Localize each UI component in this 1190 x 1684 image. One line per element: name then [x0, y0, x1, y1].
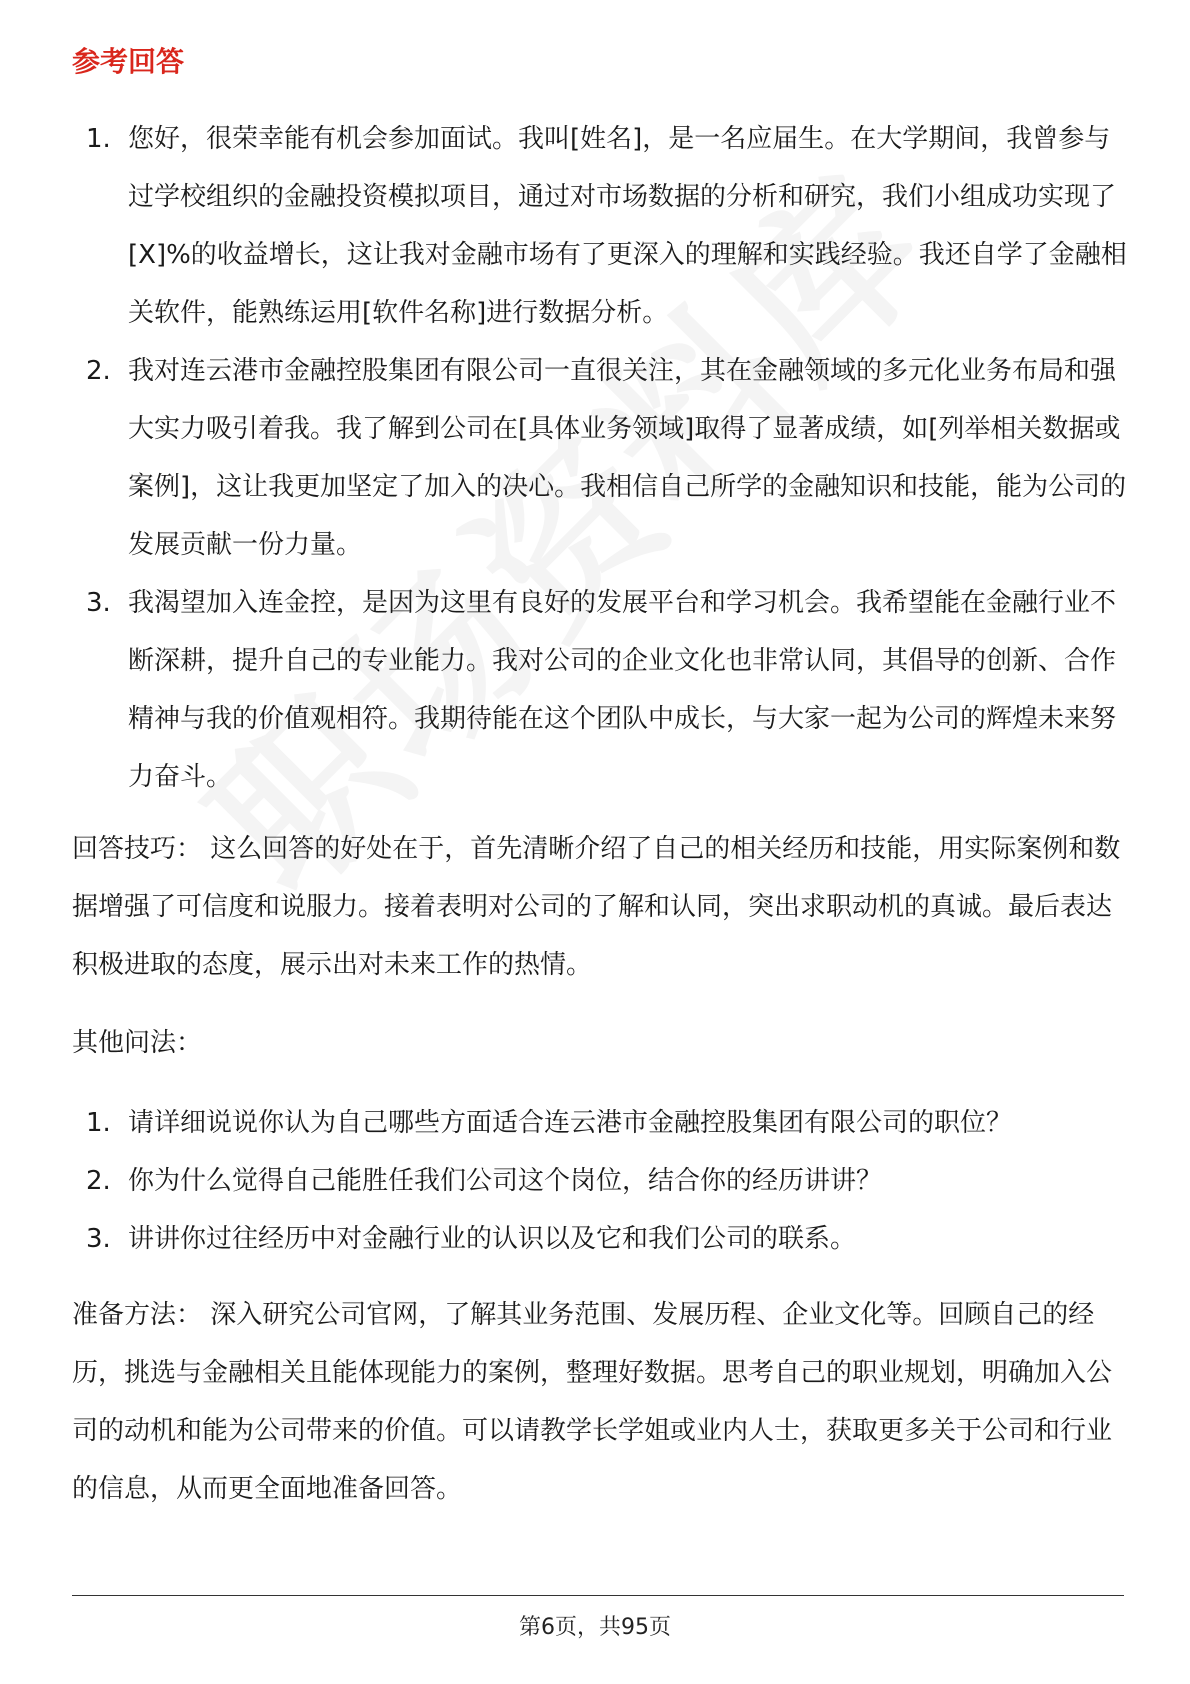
list-item-text: 我渴望加入连金控，是因为这里有良好的发展平台和学习机会。我希望能在金融行业不断深耕，提升自己的专业能力。我对公司的企业文化也非常认同，其倡导的创新、合作精神与我的价值观相符。我期待能在这个团队中成长，与大家一起为公司的辉煌未来努力奋斗。	[128, 588, 1117, 792]
list-item	[72, 574, 1128, 806]
list-item-text: 您好，很荣幸能有机会参加面试。我叫[姓名]，是一名应届生。在大学期间，我曾参与过学校组织的金融投资模拟项目，通过对市场数据的分析和研究，我们小组成功实现了[X]%的收益增长，这让我对金融市场有了更深入的理解和实践经验。我还自学了金融相关软件，能熟练运用[软件名称]进行数据分析。	[128, 124, 1127, 328]
list-item-text: 你为什么觉得自己能胜任我们公司这个岗位，结合你的经历讲讲？	[128, 1166, 883, 1196]
list-item-text: 请详细说说你认为自己哪些方面适合连云港市金融控股集团有限公司的职位？	[128, 1108, 1013, 1138]
list-item	[72, 1094, 1128, 1152]
footer-divider	[72, 1595, 1124, 1596]
list-item-text: 讲讲你过往经历中对金融行业的认识以及它和我们公司的联系。	[128, 1224, 857, 1254]
list-item-number: 2.	[86, 1166, 111, 1196]
page-number: 第6页，共95页	[519, 1615, 671, 1640]
preparation-paragraph: 准备方法： 深入研究公司官网，了解其业务范围、发展历程、企业文化等。回顾自己的经历，挑选与金融相关且能体现能力的案例，整理好数据。思考自己的职业规划，明确加入公司的动机和能为公司带来的价值。可以请教学长学姐或业内人士，获取更多关于公司和行业的信息，从而更全面地准备回答。	[72, 1300, 1113, 1504]
list-item	[72, 110, 1128, 342]
reference-answer-title: 参考回答	[72, 45, 185, 78]
list-item-number: 3.	[86, 1224, 111, 1254]
list-item	[72, 342, 1128, 574]
list-item-number: 2.	[86, 356, 111, 386]
list-item	[72, 1152, 1128, 1210]
list-item-number: 1.	[86, 1108, 111, 1138]
answer-tips-paragraph: 回答技巧： 这么回答的好处在于，首先清晰介绍了自己的相关经历和技能，用实际案例和数据增强了可信度和说服力。接着表明对公司的了解和认同，突出求职动机的真诚。最后表达积极进取的态度，展示出对未来工作的热情。	[72, 834, 1121, 980]
other-questions-list	[72, 1094, 1128, 1268]
list-item-text: 我对连云港市金融控股集团有限公司一直很关注，其在金融领域的多元化业务布局和强大实力吸引着我。我了解到公司在[具体业务领域]取得了显著成绩，如[列举相关数据或案例]，这让我更加坚定了加入的决心。我相信自己所学的金融知识和技能，能为公司的发展贡献一份力量。	[128, 356, 1127, 560]
list-item-number: 3.	[86, 588, 111, 618]
list-item	[72, 1210, 1128, 1268]
reference-answer-list	[72, 110, 1128, 806]
other-questions-title: 其他问法：	[72, 1028, 203, 1058]
list-item-number: 1.	[86, 124, 111, 154]
document-page	[72, 42, 1128, 1518]
